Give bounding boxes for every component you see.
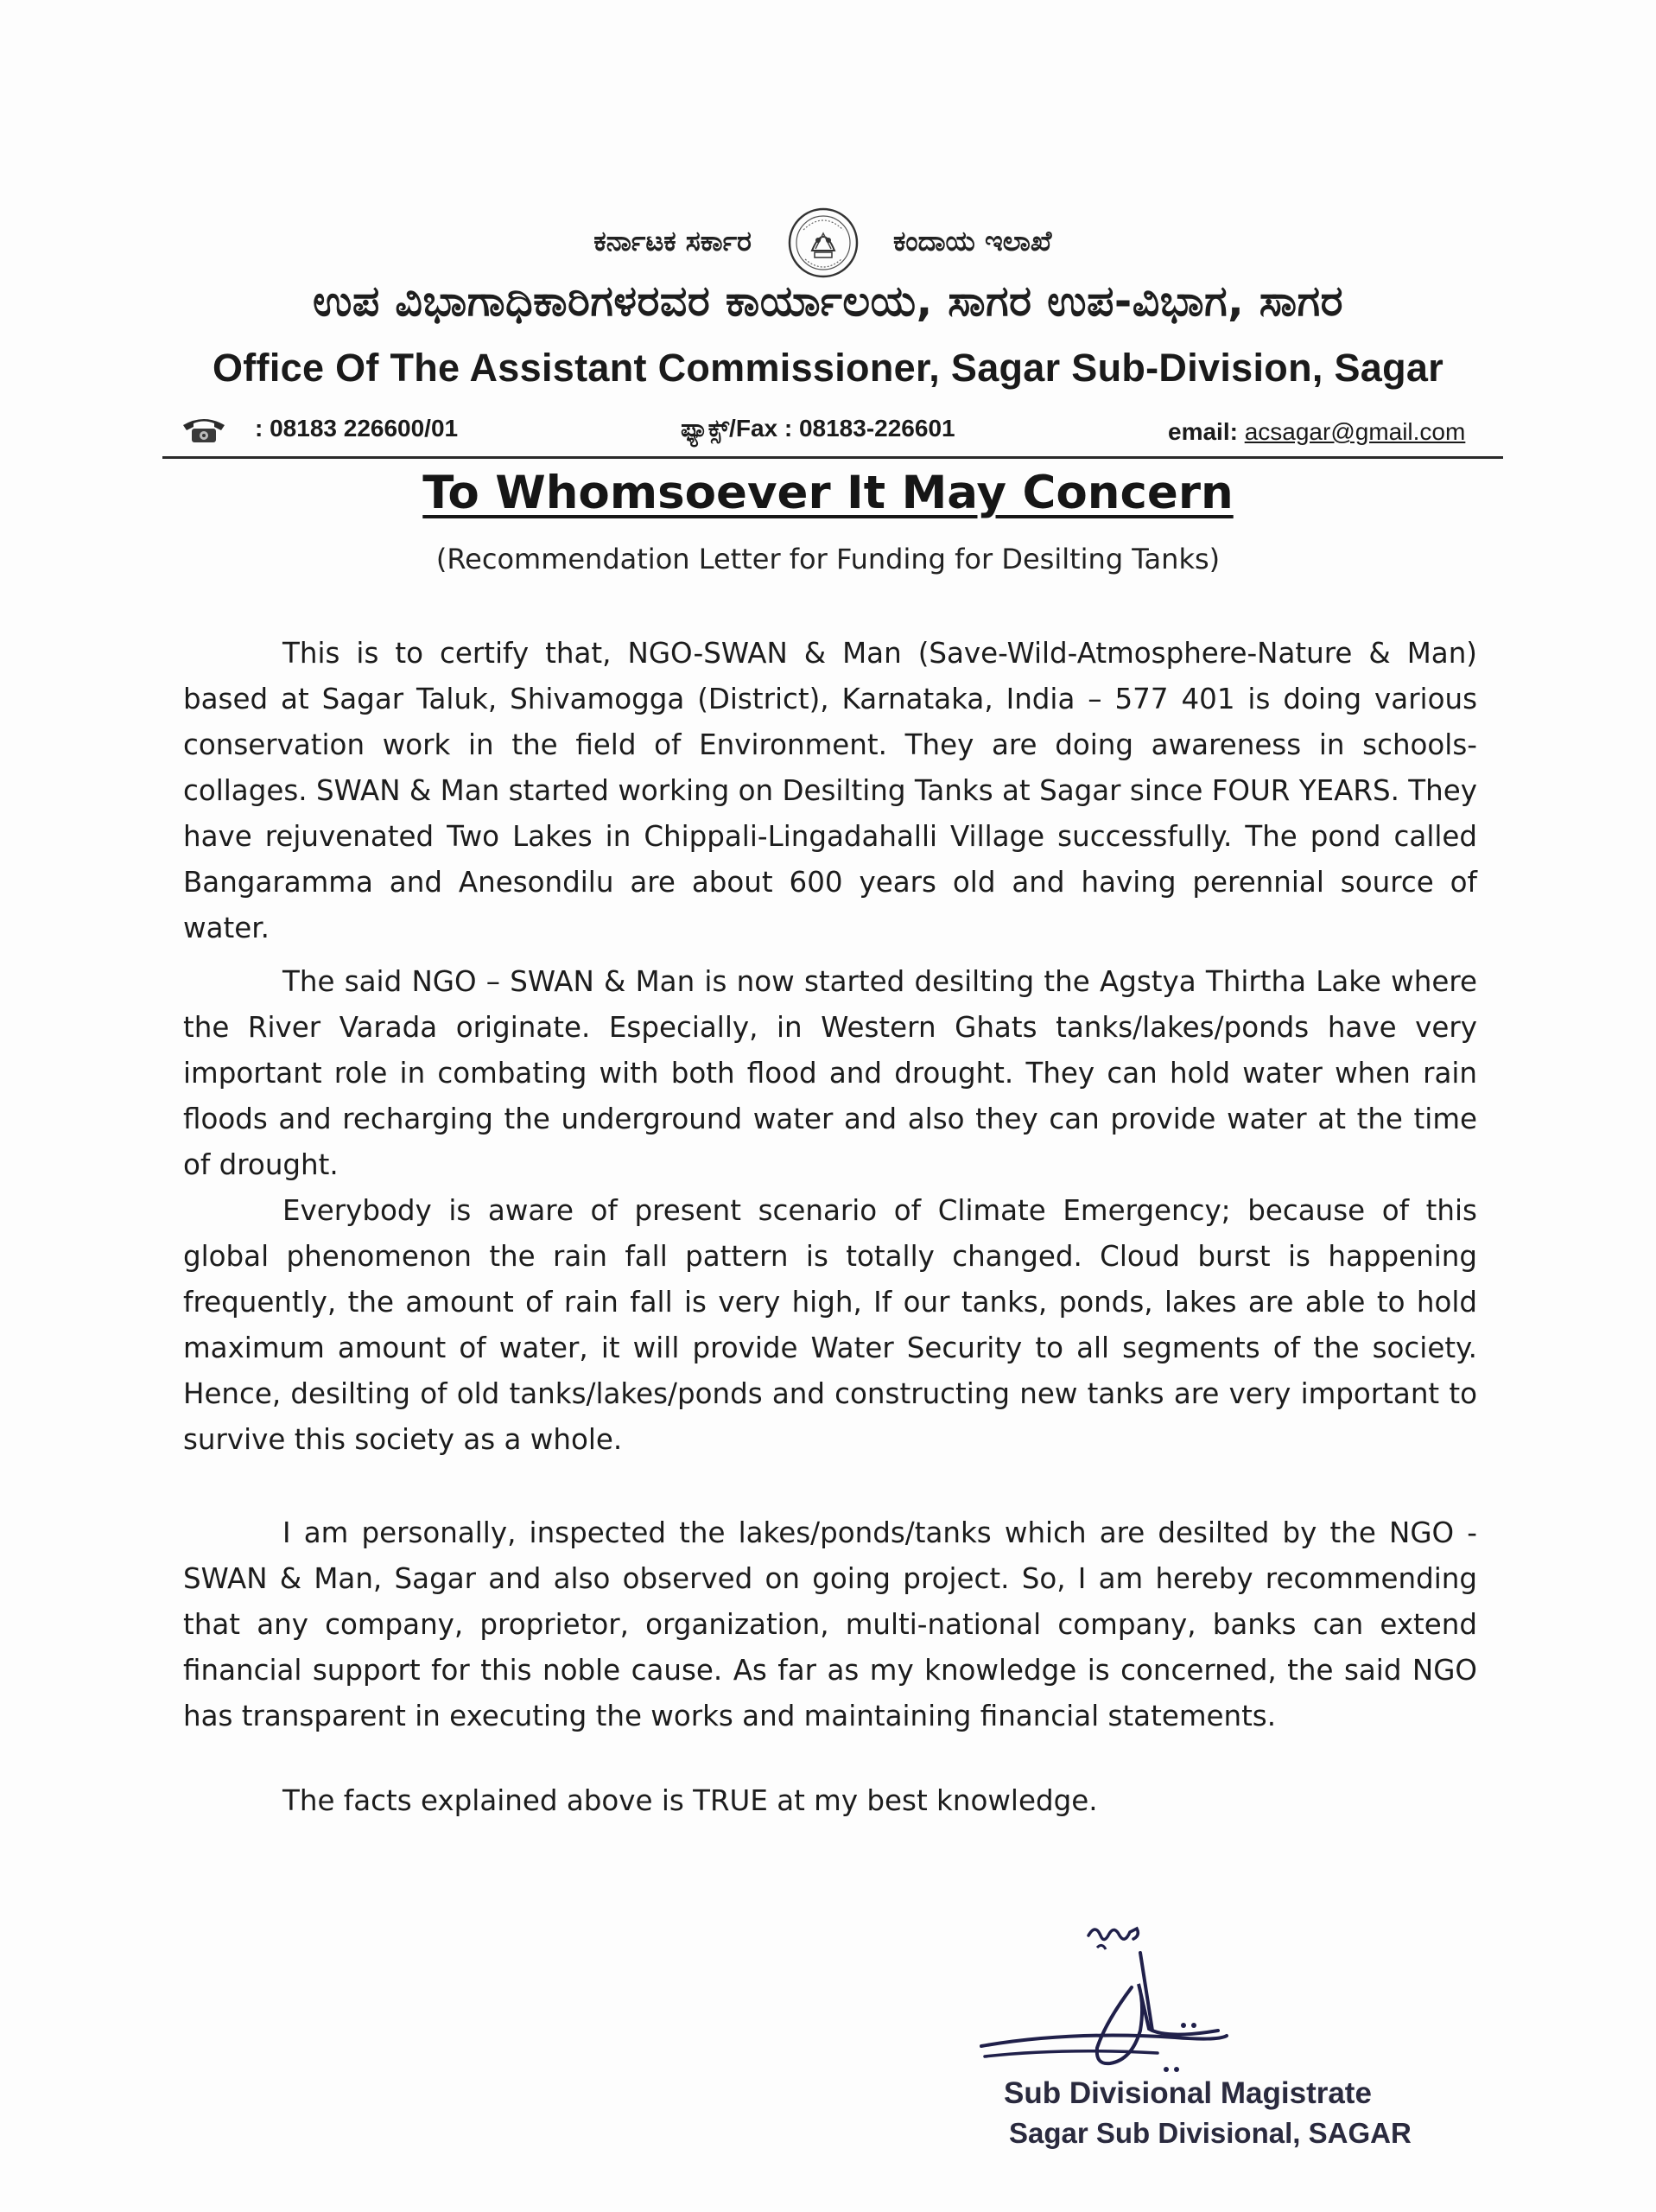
letterhead-divider [162, 456, 1503, 459]
office-title-english: Office Of The Assistant Commissioner, Sagar Sub-Division, Sagar [212, 346, 1444, 390]
emblem-seal-icon [786, 206, 860, 280]
email-line [1168, 418, 1465, 446]
office-title-kannada: ಉಪ ವಿಭಾಗಾಧಿಕಾರಿಗಳರವರ ಕಾರ್ಯಾಲಯ, ಸಾಗರ ಉಪ-ವಿಭಾಗ, ಸಾಗರ [313, 276, 1343, 326]
state-emblem-icon [786, 206, 860, 280]
contact-row [164, 411, 1494, 454]
body-paragraph-5: The facts explained above is TRUE at my best knowledge. [282, 1784, 1098, 1817]
fax-number: ಫ್ಯಾಕ್ಸ್/Fax : 08183-226601 [681, 415, 955, 442]
body-paragraph-2: The said NGO – SWAN & Man is now started desilting the Agstya Thirtha Lake where the River Varada originate. Especially, in Western Ghats tanks/lakes/ponds have very important role in combating with both flood and drought. They can hold water when rain floods and recharging the underground water and also they can provide water at the time of drought. [183, 965, 1477, 1181]
revenue-department-label: ಕಂದಾಯ ಇಲಾಖೆ [893, 225, 1052, 257]
letter-title: To Whomsoever It May Concern [422, 467, 1234, 519]
letter-subtitle: (Recommendation Letter for Funding for Desilting Tanks) [435, 543, 1221, 575]
email-label: email: [1168, 418, 1245, 445]
signatory-designation: Sub Divisional Magistrate [1004, 2076, 1372, 2110]
signatory-office: Sagar Sub Divisional, SAGAR [1009, 2117, 1412, 2149]
body-paragraph-4: I am personally, inspected the lakes/ponds/tanks which are desilted by the NGO - SWAN & Man, Sagar and also observed on going project. So, I am hereby recommending that any company, proprietor, organization, multi-national company, banks can extend financial support for this noble cause. As far as my knowledge is concerned, the said NGO has transparent in executing the works and maintaining financial statements. [183, 1516, 1477, 1732]
phone-number: : 08183 226600/01 [255, 415, 459, 442]
handwritten-signature [968, 1901, 1296, 2100]
email-address[interactable]: acsagar@gmail.com [1244, 418, 1466, 445]
government-of-karnataka-label: ಕರ್ನಾಟಕ ಸರ್ಕಾರ [593, 225, 752, 257]
body-paragraph-3: Everybody is aware of present scenario of Climate Emergency; because of this global phenomenon the rain fall pattern is totally changed. Cloud burst is happening frequently, the amount of rain fall is very high, If our tanks, ponds, lakes are able to hold maximum amount of water, it will provide Water Security to all segments of the society. Hence, desilting of old tanks/lakes/ponds and constructing new tanks are very important to survive this society as a whole. [183, 1194, 1477, 1456]
telephone-icon [180, 415, 228, 446]
body-paragraph-1: This is to certify that, NGO-SWAN & Man (Save-Wild-Atmosphere-Nature & Man) based at Sagar Taluk, Shivamogga (District), Karnataka, India – 577 401 is doing various conservation work in the field of Environment. They are doing awareness in schools-collages. SWAN & Man started working on Desilting Tanks at Sagar since FOUR YEARS. They have rejuvenated Two Lakes in Chippali-Lingadahalli Village successfully. The pond called Bangaramma and Anesondilu are about 600 years old and having perennial source of water. [183, 637, 1477, 944]
